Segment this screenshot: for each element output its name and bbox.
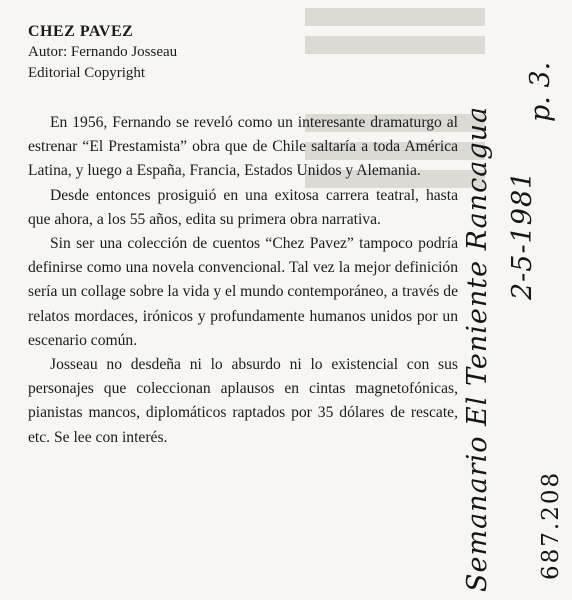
article-paragraph: Desde entonces prosiguió en una exitosa carrera teatral, hasta que ahora, a los 55 años, edita su primera obra narrativa. xyxy=(28,186,458,228)
article-paragraph: Sin ser una colección de cuentos “Chez Pavez” tampoco podría definirse como una novela convencional. Tal vez la mejor definición sería un collage sobre la vida y el mundo contemporáneo, a través de relatos mordaces, irónicos y profundamente humanos unidos por un escenario común. xyxy=(28,235,458,349)
review-article xyxy=(28,22,458,450)
article-body xyxy=(28,111,458,450)
article-paragraph: En 1956, Fernando se reveló como un interesante dramaturgo al estrenar “El Prestamista” obra que de Chile saltaría a toda América Latina, y luego a España, Francia, Estados Unidos y Alemania. xyxy=(28,114,458,180)
article-headline: CHEZ PAVEZ xyxy=(28,23,134,40)
handwritten-publication-note: Semanario El Teniente Rancagua xyxy=(462,105,493,592)
article-author: Autor: Fernando Josseau xyxy=(28,44,178,60)
handwritten-date-note: 2-5-1981 xyxy=(507,170,538,300)
handwritten-reference-number: 687.208 xyxy=(538,470,564,580)
article-publisher: Editorial Copyright xyxy=(28,65,146,81)
handwritten-page-note: p. 3. xyxy=(525,61,556,122)
article-paragraph: Josseau no desdeña ni lo absurdo ni lo existencial con sus personajes que coleccionan aplausos en cintas magnetofónicas, pianistas mancos, diplomáticos raptados por 35 dólares de rescate, etc. Se lee con interés. xyxy=(28,356,458,446)
